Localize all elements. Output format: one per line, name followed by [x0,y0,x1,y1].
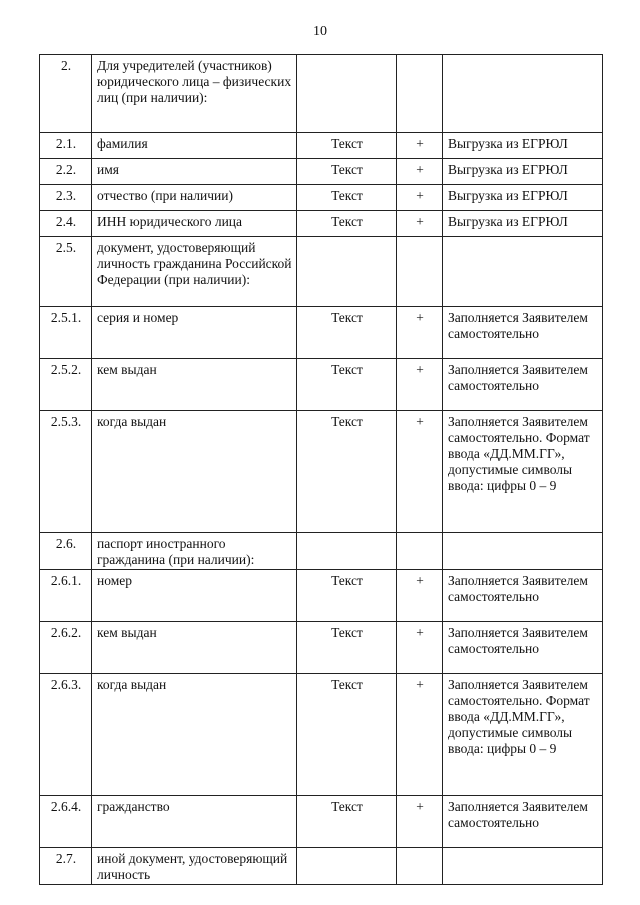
row-number: 2.5.3. [40,411,92,533]
required-mark: + [397,796,443,848]
field-source: Заполняется Заявителем самостоятельно [443,796,603,848]
table-row [40,307,603,359]
field-source: Заполняется Заявителем самостоятельно [443,570,603,622]
field-type: Текст [297,622,397,674]
row-number: 2.1. [40,133,92,159]
field-name: гражданство [92,796,297,848]
table-row [40,185,603,211]
table-row [40,211,603,237]
field-name: Для учредителей (участников) юридического лица – физических лиц (при наличии): [92,55,297,133]
field-source: Выгрузка из ЕГРЮЛ [443,159,603,185]
field-type: Текст [297,211,397,237]
required-mark: + [397,159,443,185]
required-mark [397,55,443,133]
field-source: Заполняется Заявителем самостоятельно [443,307,603,359]
field-name: имя [92,159,297,185]
required-mark [397,848,443,885]
field-type: Текст [297,411,397,533]
field-source: Заполняется Заявителем самостоятельно [443,622,603,674]
row-number: 2.5.2. [40,359,92,411]
field-type [297,55,397,133]
field-name: ИНН юридического лица [92,211,297,237]
required-mark: + [397,570,443,622]
row-number: 2.6.2. [40,622,92,674]
table-row [40,237,603,307]
required-mark: + [397,411,443,533]
row-number: 2.2. [40,159,92,185]
field-name: фамилия [92,133,297,159]
required-mark [397,237,443,307]
row-number: 2.5. [40,237,92,307]
field-name: отчество (при наличии) [92,185,297,211]
field-type: Текст [297,359,397,411]
field-name: когда выдан [92,674,297,796]
required-mark: + [397,359,443,411]
table-row [40,133,603,159]
required-mark: + [397,622,443,674]
field-source: Заполняется Заявителем самостоятельно. Формат ввода «ДД.ММ.ГГ», допустимые символы ввода: цифры 0 – 9 [443,674,603,796]
table-row [40,533,603,570]
row-number: 2.6.1. [40,570,92,622]
required-mark [397,533,443,570]
table-row [40,796,603,848]
field-source: Выгрузка из ЕГРЮЛ [443,133,603,159]
field-source [443,533,603,570]
field-source [443,848,603,885]
table-row [40,570,603,622]
table-row [40,622,603,674]
field-source [443,55,603,133]
page-number: 10 [313,24,327,39]
field-type: Текст [297,185,397,211]
field-name: паспорт иностранного гражданина (при наличии): [92,533,297,570]
field-type [297,533,397,570]
row-number: 2.6.3. [40,674,92,796]
row-number: 2.5.1. [40,307,92,359]
required-mark: + [397,211,443,237]
field-name: иной документ, удостоверяющий личность [92,848,297,885]
table-row [40,674,603,796]
field-type: Текст [297,674,397,796]
field-source: Выгрузка из ЕГРЮЛ [443,185,603,211]
field-name: кем выдан [92,622,297,674]
field-name: когда выдан [92,411,297,533]
table-row [40,848,603,885]
field-type: Текст [297,307,397,359]
required-mark: + [397,185,443,211]
required-mark: + [397,133,443,159]
field-type: Текст [297,796,397,848]
field-type: Текст [297,133,397,159]
field-name: номер [92,570,297,622]
row-number: 2.6.4. [40,796,92,848]
row-number: 2.6. [40,533,92,570]
field-type: Текст [297,159,397,185]
field-source: Заполняется Заявителем самостоятельно [443,359,603,411]
row-number: 2.3. [40,185,92,211]
field-name: кем выдан [92,359,297,411]
row-number: 2.4. [40,211,92,237]
table-row [40,359,603,411]
required-mark: + [397,307,443,359]
field-name: серия и номер [92,307,297,359]
row-number: 2.7. [40,848,92,885]
table-row [40,159,603,185]
field-type [297,848,397,885]
field-source: Заполняется Заявителем самостоятельно. Формат ввода «ДД.ММ.ГГ», допустимые символы ввода: цифры 0 – 9 [443,411,603,533]
field-source: Выгрузка из ЕГРЮЛ [443,211,603,237]
field-type: Текст [297,570,397,622]
table-row [40,411,603,533]
required-mark: + [397,674,443,796]
table-row [40,55,603,133]
fields-table [39,54,603,885]
field-source [443,237,603,307]
row-number: 2. [40,55,92,133]
field-name: документ, удостоверяющий личность гражданина Российской Федерации (при наличии): [92,237,297,307]
field-type [297,237,397,307]
